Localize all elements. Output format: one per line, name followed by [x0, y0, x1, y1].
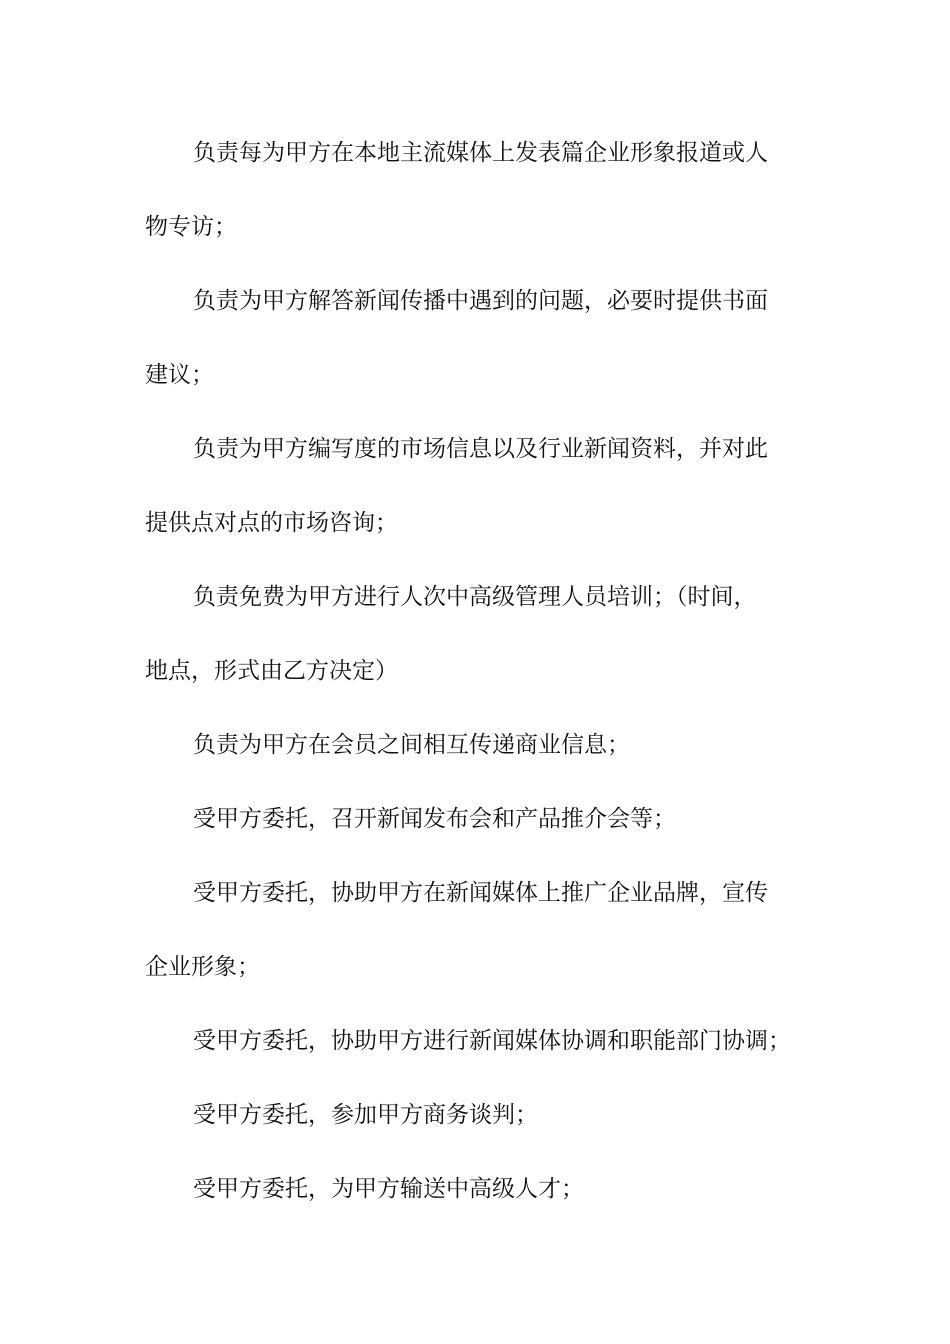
paragraph-1-line-1: 负责每为甲方在本地主流媒体上发表篇企业形象报道或人	[193, 140, 768, 166]
paragraph-4-line-1: 负责免费为甲方进行人次中高级管理人员培训；（时间，	[193, 584, 757, 610]
paragraph-3-line-1: 负责为甲方编写度的市场信息以及行业新闻资料，并对此	[193, 436, 768, 462]
paragraph-2-line-2: 建议；	[145, 362, 214, 388]
paragraph-8: 受甲方委托，协助甲方进行新闻媒体协调和职能部门协调；	[193, 1028, 791, 1054]
paragraph-9: 受甲方委托，参加甲方商务谈判；	[193, 1102, 538, 1128]
paragraph-2-line-1: 负责为甲方解答新闻传播中遇到的问题，必要时提供书面	[193, 288, 768, 314]
paragraph-1-line-2: 物专访；	[145, 214, 237, 240]
paragraph-3-line-2: 提供点对点的市场咨询；	[145, 510, 398, 536]
paragraph-6: 受甲方委托，召开新闻发布会和产品推介会等；	[193, 806, 676, 832]
paragraph-10: 受甲方委托，为甲方输送中高级人才；	[193, 1176, 584, 1202]
paragraph-5: 负责为甲方在会员之间相互传递商业信息；	[193, 732, 630, 758]
paragraph-4-line-2: 地点，形式由乙方决定）	[145, 658, 398, 684]
paragraph-7-line-2: 企业形象；	[145, 954, 260, 980]
paragraph-7-line-1: 受甲方委托，协助甲方在新闻媒体上推广企业品牌，宣传	[193, 880, 768, 906]
